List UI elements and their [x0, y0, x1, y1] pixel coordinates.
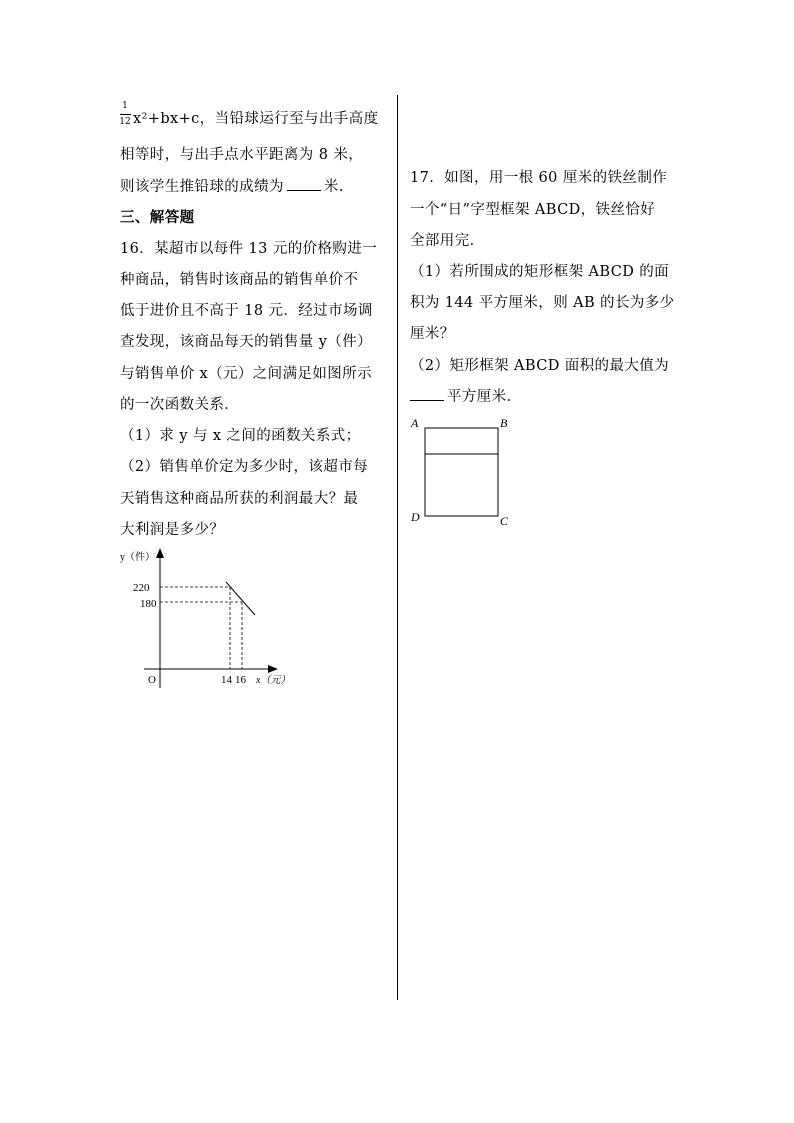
vertex-label-d: D — [411, 510, 420, 524]
question-17-part-2: （2）矩形框架 ABCD 面积的最大值为 — [410, 358, 670, 374]
x-axis-label: x（元） — [256, 675, 290, 686]
x-tick-label: 16 — [235, 674, 246, 686]
question-16-line: 种商品，销售时该商品的销售单价不 — [120, 272, 359, 288]
vertex-label-a: A — [411, 416, 419, 430]
function-graph — [110, 540, 290, 695]
origin-label: O — [148, 674, 156, 686]
fraction-numerator: 1 — [122, 101, 128, 111]
x-tick-label: 14 — [221, 674, 232, 686]
question-17-line: 全部用完． — [410, 233, 485, 249]
question-17-line: 一个“日”字型框架 ABCD，铁丝恰好 — [410, 202, 656, 218]
text-line: x²+bx+c，当铅球运行至与出手高度 — [133, 111, 379, 127]
question-16-line: 低于进价且不高于 18 元．经过市场调 — [120, 303, 373, 319]
question-16-line: 16．某超市以每件 13 元的价格购进一 — [120, 241, 378, 257]
question-17-part-1: （1）若所围成的矩形框架 ABCD 的面 — [410, 264, 670, 280]
text-line: 则该学生推铅球的成绩为 米. — [120, 179, 344, 195]
vertex-label-c: C — [500, 514, 509, 528]
y-axis-label: y（件） — [120, 552, 155, 563]
question-16-part-1: （1）求 y 与 x 之间的函数关系式； — [120, 428, 361, 444]
text-line: 相等时，与出手点水平距离为 8 米， — [120, 147, 364, 163]
question-16-line: 的一次函数关系． — [120, 397, 240, 413]
question-16-line: 大利润是多少？ — [120, 522, 225, 538]
y-axis-arrow-icon — [156, 548, 164, 558]
question-17-line: 积为 144 平方厘米，则 AB 的长为多少 — [410, 295, 675, 311]
section-title: 三、解答题 — [120, 209, 195, 226]
text-line: 平方厘米． — [410, 385, 522, 406]
answer-blank[interactable] — [287, 178, 321, 191]
y-tick-label: 180 — [140, 598, 157, 610]
frame-rectangle — [425, 428, 498, 516]
fraction-bar — [120, 114, 131, 115]
rectangle-frame-figure — [405, 412, 525, 532]
answer-blank[interactable] — [410, 388, 444, 401]
vertex-label-b: B — [500, 416, 508, 430]
question-16-part-2: （2）销售单价定为多少时，该超市每 — [120, 459, 369, 475]
y-tick-label: 220 — [133, 582, 150, 594]
question-17-line: 厘米？ — [410, 326, 455, 342]
fraction-denominator: 12 — [119, 117, 131, 127]
question-16-line: 查发现，该商品每天的销售量 y（件） — [120, 334, 372, 350]
question-17-line: 17．如图，用一根 60 厘米的铁丝制作 — [410, 170, 668, 186]
question-16-line: 天销售这种商品所获的利润最大？最 — [120, 491, 359, 507]
column-divider — [397, 95, 398, 1000]
x-axis-arrow-icon — [268, 665, 278, 673]
question-16-line: 与销售单价 x（元）之间满足如图所示 — [120, 366, 372, 382]
